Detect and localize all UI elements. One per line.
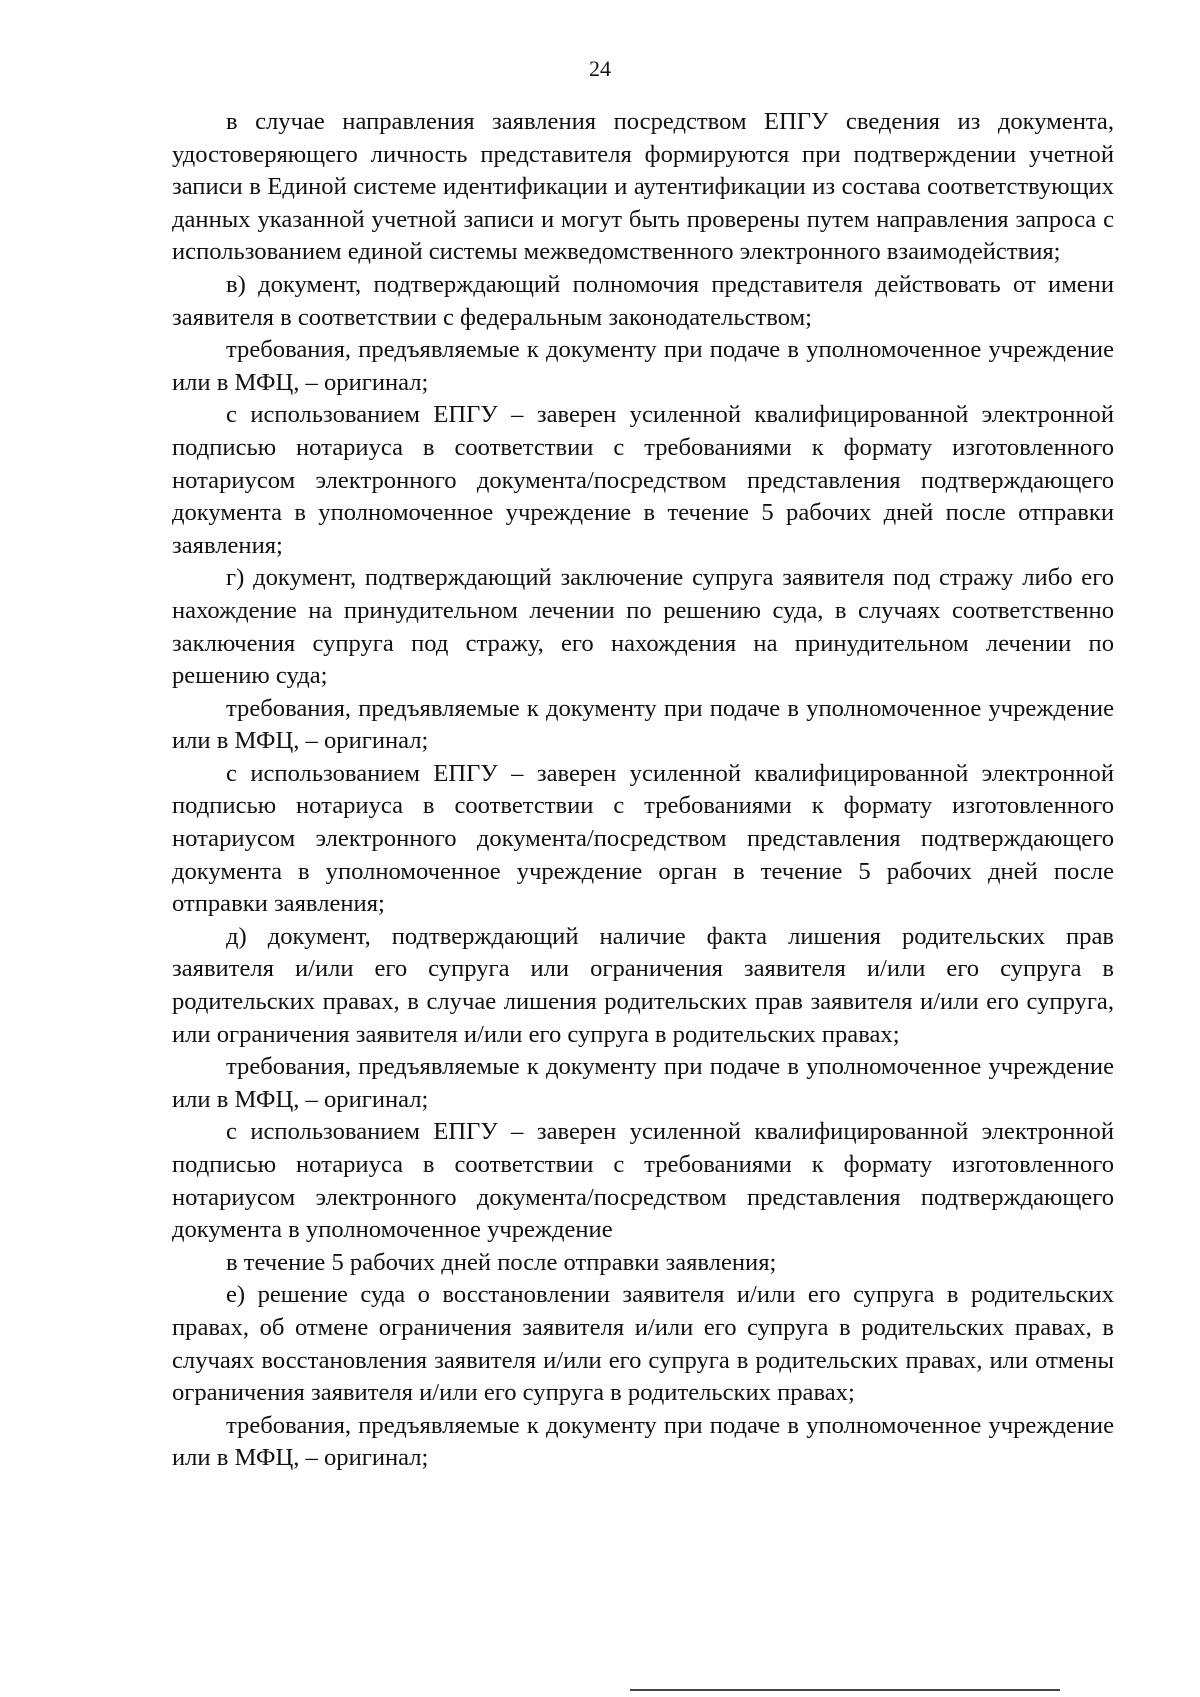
paragraph-item-g: г) документ, подтверждающий заключение супруга заявителя под стражу либо его нахождение на принудительном лечении по решению суда, в случаях соответственно заключения супруга под стражу, его нахождения на принудительном лечении по решению суда;	[172, 564, 1114, 690]
paragraph-item-v: в) документ, подтверждающий полномочия представителя действовать от имени заявителя в соответствии с федеральным законодательством;	[172, 270, 1114, 331]
document-body	[172, 106, 1114, 1475]
bottom-rule	[630, 1689, 1060, 1691]
page-number: 24	[589, 56, 611, 81]
paragraph-requirements-original: требования, предъявляемые к документу при подаче в уполномоченное учреждение или в МФЦ, – оригинал;	[172, 694, 1114, 755]
paragraph-requirements-original: требования, предъявляемые к документу при подаче в уполномоченное учреждение или в МФЦ, – оригинал;	[172, 1411, 1114, 1472]
paragraph-deadline: в течение 5 рабочих дней после отправки заявления;	[226, 1248, 777, 1276]
paragraph-epgu-notary: с использованием ЕПГУ – заверен усиленной квалифицированной электронной подписью нотариуса в соответствии с требованиями к формату изготовленного нотариусом электронного документа/посредством представления подтверждающего документа в уполномоченное учреждение в течение 5 рабочих дней после отправки заявления;	[172, 401, 1114, 559]
paragraph-representative-identity: в случае направления заявления посредством ЕПГУ сведения из документа, удостоверяющего личность представителя формируются при подтверждении учетной записи в Единой системе идентификации и аутентификации из состава соответствующих данных указанной учетной записи и могут быть проверены путем направления запроса с использованием единой системы межведомственного электронного взаимодействия;	[172, 108, 1114, 266]
paragraph-item-e: е) решение суда о восстановлении заявителя и/или его супруга в родительских правах, об отмене ограничения заявителя и/или его супруга в родительских правах, в случаях восстановления заявителя и/или его супруга в родительских правах, или отмены ограничения заявителя и/или его супруга в родительских правах;	[172, 1281, 1114, 1407]
paragraph-item-d: д) документ, подтверждающий наличие факта лишения родительских прав заявителя и/или его супруга или ограничения заявителя и/или его супруга в родительских правах, в случае лишения родительских прав заявителя и/или его супруга, или ограничения заявителя и/или его супруга в родительских правах;	[172, 922, 1114, 1048]
paragraph-epgu-notary: с использованием ЕПГУ – заверен усиленной квалифицированной электронной подписью нотариуса в соответствии с требованиями к формату изготовленного нотариусом электронного документа/посредством представления подтверждающего документа в уполномоченное учреждение	[172, 1118, 1114, 1244]
paragraph-epgu-notary: с использованием ЕПГУ – заверен усиленной квалифицированной электронной подписью нотариуса в соответствии с требованиями к формату изготовленного нотариусом электронного документа/посредством представления подтверждающего документа в уполномоченное учреждение орган в течение 5 рабочих дней после отправки заявления;	[172, 759, 1114, 918]
paragraph-requirements-original: требования, предъявляемые к документу при подаче в уполномоченное учреждение или в МФЦ, – оригинал;	[172, 336, 1114, 396]
paragraph-requirements-original: требования, предъявляемые к документу при подаче в уполномоченное учреждение или в МФЦ, – оригинал;	[172, 1053, 1114, 1113]
